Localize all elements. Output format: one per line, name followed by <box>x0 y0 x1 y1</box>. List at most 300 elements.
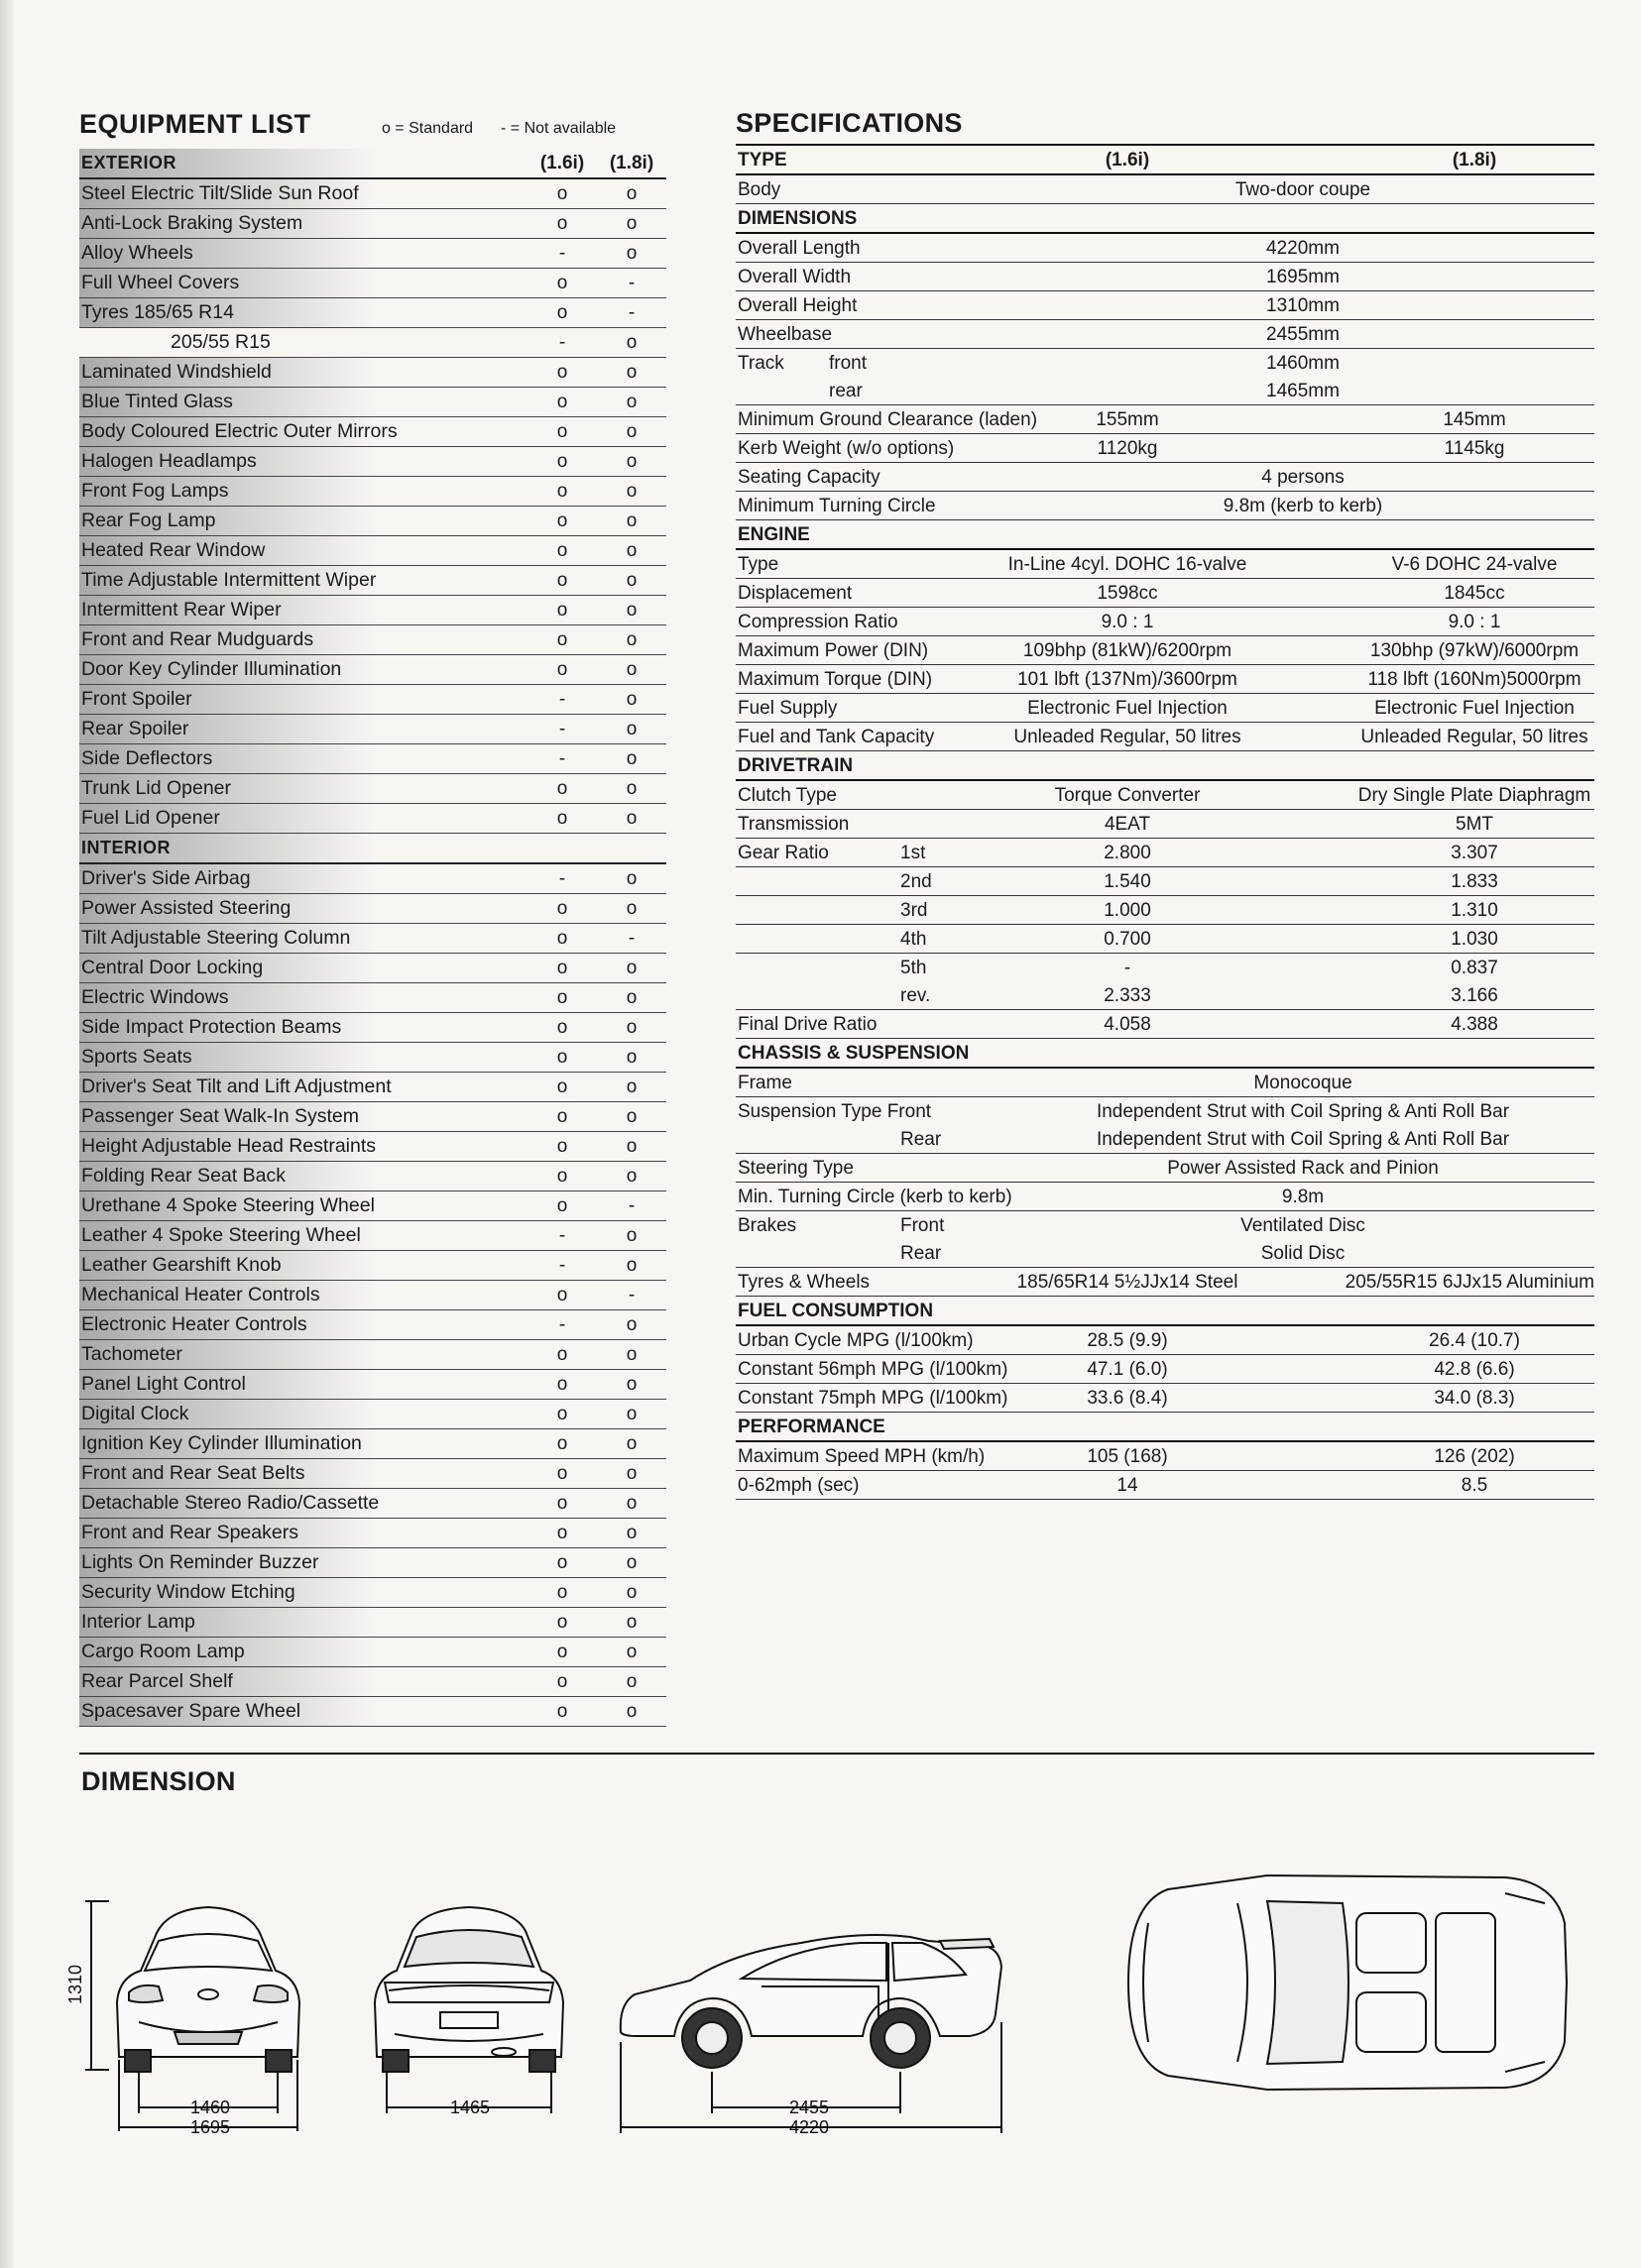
spec-row <box>736 1211 1594 1239</box>
spec-row <box>736 925 1594 954</box>
spec-value-1-6i: - <box>1123 958 1131 978</box>
spec-row <box>736 1471 1594 1500</box>
spec-section-row <box>736 751 1594 781</box>
spec-value-1-6i: 185/65R14 5½JJx14 Steel <box>1016 1272 1238 1293</box>
spec-section-title: CHASSIS & SUSPENSION <box>738 1043 970 1064</box>
equipment-row <box>79 625 666 655</box>
equipment-1-8i-value: o <box>626 450 638 472</box>
equipment-item-label: Body Coloured Electric Outer Mirrors <box>79 417 527 446</box>
equipment-item-label: Front and Rear Speakers <box>79 1519 527 1547</box>
equipment-title: EQUIPMENT LIST <box>79 109 311 139</box>
equipment-row <box>79 685 666 715</box>
spec-section-row <box>736 204 1594 234</box>
equipment-1-8i-value: o <box>626 1641 638 1662</box>
spec-label: 0-62mph (sec) <box>738 1475 860 1496</box>
spec-value-1-6i: 2.333 <box>1104 985 1151 1006</box>
equipment-1-6i-value: - <box>558 747 566 769</box>
equipment-1-6i-value: o <box>556 807 568 829</box>
equipment-1-6i-value: o <box>556 1462 568 1484</box>
equipment-item-label: Halogen Headlamps <box>79 447 527 476</box>
equipment-1-6i-value: o <box>556 510 568 531</box>
equipment-item-label: Tachometer <box>79 1340 527 1369</box>
spec-sublabel: 1st <box>900 843 926 863</box>
spec-section-title: DRIVETRAIN <box>738 755 854 776</box>
equipment-item-label: Front and Rear Mudguards <box>79 625 527 654</box>
spec-sublabel: 2nd <box>900 871 932 892</box>
equipment-item-label: Rear Spoiler <box>79 715 527 743</box>
equipment-1-6i-value: o <box>556 1194 568 1216</box>
equipment-1-8i-value: o <box>626 599 638 621</box>
equipment-1-8i-value: o <box>626 1046 638 1068</box>
equipment-1-8i-value: o <box>626 1165 638 1187</box>
equipment-item-label: Height Adjustable Head Restraints <box>79 1132 527 1161</box>
equipment-1-8i-value: o <box>626 628 638 650</box>
equipment-row <box>79 1429 666 1459</box>
spec-sublabel: rear <box>829 381 863 401</box>
spec-label: Suspension Type Front <box>738 1101 932 1122</box>
equipment-item-label: Front and Rear Seat Belts <box>79 1459 527 1488</box>
equipment-1-8i-value: o <box>626 569 638 591</box>
spec-section-title: ENGINE <box>738 524 810 545</box>
spec-value-1-8i: 34.0 (8.3) <box>1434 1388 1515 1409</box>
equipment-row <box>79 1102 666 1132</box>
equipment-section-label: INTERIOR <box>79 834 527 862</box>
equipment-item-label: 205/55 R15 <box>171 331 271 353</box>
spec-value-1-8i: 205/55R15 6JJx15 Aluminium <box>1345 1272 1594 1293</box>
equipment-row <box>79 1281 666 1310</box>
spec-value-1-6i: 1120kg <box>1097 438 1158 459</box>
spec-value-both: 4220mm <box>1266 238 1340 259</box>
equipment-1-8i-value: o <box>626 1076 638 1097</box>
spec-row <box>736 377 1594 405</box>
equipment-item-label: Interior Lamp <box>79 1608 527 1637</box>
equipment-1-8i-value: o <box>626 361 638 383</box>
equipment-1-8i-value: - <box>628 1284 636 1305</box>
spec-value-1-6i: 101 lbft (137Nm)/3600rpm <box>1017 669 1237 690</box>
equipment-1-6i-value: o <box>556 212 568 234</box>
spec-sublabel: rev. <box>900 985 931 1006</box>
dimension-rear-track-label: 1465 <box>450 2098 491 2117</box>
equipment-1-8i-value: o <box>626 957 638 978</box>
equipment-1-8i-value: o <box>626 658 638 680</box>
car-side-view-drawing <box>613 1883 1089 2181</box>
equipment-item-label: Full Wheel Covers <box>79 269 527 297</box>
spec-value-both: Monocoque <box>1253 1073 1352 1093</box>
spec-label: Constant 75mph MPG (l/100km) <box>738 1388 1008 1409</box>
spec-label: Overall Width <box>738 267 852 287</box>
spec-label: Kerb Weight (w/o options) <box>738 438 955 459</box>
equipment-1-6i-value: o <box>556 658 568 680</box>
spec-value-1-6i: 155mm <box>1096 409 1159 430</box>
equipment-item-label: Blue Tinted Glass <box>79 388 527 416</box>
equipment-1-6i-value: o <box>556 1373 568 1395</box>
equipment-item-label: Lights On Reminder Buzzer <box>79 1548 527 1577</box>
spec-value-both: Independent Strut with Coil Spring & Anti Roll Bar <box>1096 1101 1510 1122</box>
equipment-1-6i-value: o <box>556 301 568 323</box>
equipment-1-6i-value: o <box>556 1165 568 1187</box>
equipment-row <box>79 1132 666 1162</box>
spec-row <box>736 263 1594 291</box>
spec-row <box>736 320 1594 349</box>
spec-label: Gear Ratio <box>738 843 829 863</box>
equipment-1-8i-value: o <box>626 807 638 829</box>
equipment-item-label: Electric Windows <box>79 983 527 1012</box>
spec-value-1-8i: 26.4 (10.7) <box>1429 1330 1520 1351</box>
equipment-row <box>79 715 666 744</box>
equipment-row <box>79 894 666 924</box>
equipment-row <box>79 1667 666 1697</box>
equipment-1-6i-value: o <box>556 1700 568 1722</box>
equipment-row <box>79 1073 666 1102</box>
spec-sublabel: Rear <box>900 1129 942 1150</box>
equipment-item-label: Time Adjustable Intermittent Wiper <box>79 566 527 595</box>
equipment-1-8i-value: o <box>626 1611 638 1633</box>
spec-section-title: DIMENSIONS <box>738 208 858 229</box>
spec-sublabel: 5th <box>900 958 927 978</box>
equipment-row <box>79 477 666 507</box>
equipment-item-label: Digital Clock <box>79 1400 527 1428</box>
equipment-row <box>79 1697 666 1727</box>
spec-label: Maximum Speed MPH (km/h) <box>738 1446 986 1467</box>
equipment-item-label: Ignition Key Cylinder Illumination <box>79 1429 527 1458</box>
equipment-item-label: Panel Light Control <box>79 1370 527 1399</box>
equipment-1-6i-value: o <box>556 777 568 799</box>
spec-type-header-row <box>736 144 1594 175</box>
spec-value-1-8i: 1.833 <box>1451 871 1498 892</box>
spec-section-title: PERFORMANCE <box>738 1417 885 1437</box>
equipment-row <box>79 1251 666 1281</box>
equipment-1-6i-value: o <box>556 182 568 204</box>
spec-row <box>736 723 1594 751</box>
equipment-row <box>79 1608 666 1638</box>
column-header-1-8i: (1.8i) <box>609 152 654 173</box>
equipment-row <box>79 328 666 358</box>
spec-row <box>736 405 1594 434</box>
spec-sublabel: Rear <box>900 1243 942 1264</box>
equipment-item-label: Heated Rear Window <box>79 536 527 565</box>
spec-value-1-6i: 4EAT <box>1104 814 1151 835</box>
equipment-row <box>79 388 666 417</box>
spec-value-1-6i: 9.0 : 1 <box>1101 612 1154 632</box>
equipment-item-label: Leather 4 Spoke Steering Wheel <box>79 1221 527 1250</box>
spec-row <box>736 1097 1594 1125</box>
equipment-item-label: Trunk Lid Opener <box>79 774 527 803</box>
equipment-item-label: Steel Electric Tilt/Slide Sun Roof <box>79 179 527 208</box>
spec-value-both: Independent Strut with Coil Spring & Anti Roll Bar <box>1096 1129 1510 1150</box>
equipment-row <box>79 774 666 804</box>
equipment-item-label: Front Fog Lamps <box>79 477 527 506</box>
equipment-row <box>79 417 666 447</box>
equipment-1-6i-value: o <box>556 450 568 472</box>
spec-row <box>736 1384 1594 1413</box>
spec-row <box>736 636 1594 665</box>
equipment-1-6i-value: - <box>558 688 566 710</box>
equipment-item-label: Power Assisted Steering <box>79 894 527 923</box>
equipment-section-label: EXTERIOR <box>79 149 527 177</box>
spec-value-1-6i: 47.1 (6.0) <box>1087 1359 1168 1380</box>
spec-value-1-8i: 3.166 <box>1451 985 1498 1006</box>
spec-label: Wheelbase <box>738 324 833 345</box>
equipment-item-label: Rear Parcel Shelf <box>79 1667 527 1696</box>
spec-value-both: 9.8m (kerb to kerb) <box>1223 496 1383 516</box>
equipment-row <box>79 1013 666 1043</box>
spec-row <box>736 1239 1594 1268</box>
equipment-1-6i-value: - <box>558 1313 566 1335</box>
equipment-row <box>79 1221 666 1251</box>
spec-row <box>736 665 1594 694</box>
equipment-row <box>79 1638 666 1667</box>
equipment-row <box>79 954 666 983</box>
spec-row <box>736 954 1594 981</box>
spec-value-1-8i: 3.307 <box>1451 843 1498 863</box>
spec-value-1-6i: 14 <box>1116 1475 1138 1496</box>
equipment-row <box>79 1489 666 1519</box>
spec-row <box>736 839 1594 867</box>
spec-value-both: 1310mm <box>1266 295 1340 316</box>
spec-value-1-8i: 0.837 <box>1451 958 1498 978</box>
equipment-1-8i-value: o <box>626 1522 638 1543</box>
equipment-item-label: Fuel Lid Opener <box>79 804 527 833</box>
equipment-1-6i-value: o <box>556 272 568 293</box>
spec-value-both: 2455mm <box>1266 324 1340 345</box>
spec-label: Tyres & Wheels <box>738 1272 871 1293</box>
spec-value-both: 9.8m <box>1281 1187 1325 1207</box>
spec-value-both: 4 persons <box>1261 467 1345 488</box>
spec-sublabel: 4th <box>900 929 927 950</box>
equipment-1-8i-value: o <box>626 1313 638 1335</box>
equipment-1-6i-value: o <box>556 1135 568 1157</box>
equipment-row <box>79 536 666 566</box>
equipment-row <box>79 655 666 685</box>
equipment-list <box>79 109 666 1727</box>
spec-label: Compression Ratio <box>738 612 898 632</box>
equipment-1-6i-value: - <box>558 1254 566 1276</box>
spec-row <box>736 1268 1594 1297</box>
equipment-1-6i-value: o <box>556 1522 568 1543</box>
equipment-item-label: Mechanical Heater Controls <box>79 1281 527 1309</box>
equipment-1-8i-value: o <box>626 212 638 234</box>
spec-row <box>736 867 1594 896</box>
dimension-width-label: 1695 <box>190 2117 231 2137</box>
equipment-item-label: Anti-Lock Braking System <box>79 209 527 238</box>
equipment-row <box>79 1340 666 1370</box>
equipment-1-6i-value: o <box>556 1105 568 1127</box>
spec-section-title: FUEL CONSUMPTION <box>738 1301 934 1321</box>
equipment-1-6i-value: o <box>556 1641 568 1662</box>
spec-label: Track <box>738 353 784 374</box>
equipment-1-6i-value: o <box>556 420 568 442</box>
equipment-row <box>79 298 666 328</box>
spec-label: Frame <box>738 1073 792 1093</box>
equipment-item-label: Leather Gearshift Knob <box>79 1251 527 1280</box>
equipment-1-8i-value: o <box>626 986 638 1008</box>
spec-value-1-8i: 8.5 <box>1461 1475 1488 1496</box>
equipment-item-label: Cargo Room Lamp <box>79 1638 527 1666</box>
equipment-row <box>79 1459 666 1489</box>
equipment-table <box>79 149 666 1727</box>
equipment-row <box>79 358 666 388</box>
spec-label: Overall Height <box>738 295 858 316</box>
equipment-1-6i-value: o <box>556 1581 568 1603</box>
equipment-1-8i-value: o <box>626 1373 638 1395</box>
equipment-1-6i-value: o <box>556 628 568 650</box>
equipment-item-label: Urethane 4 Spoke Steering Wheel <box>79 1191 527 1220</box>
equipment-1-8i-value: - <box>628 272 636 293</box>
equipment-1-6i-value: o <box>556 1076 568 1097</box>
spec-label: Maximum Torque (DIN) <box>738 669 933 690</box>
spec-row <box>736 810 1594 839</box>
spec-row <box>736 492 1594 520</box>
equipment-1-8i-value: o <box>626 1254 638 1276</box>
equipment-1-6i-value: o <box>556 539 568 561</box>
equipment-row <box>79 1548 666 1578</box>
spec-label: Fuel Supply <box>738 698 838 719</box>
spec-value-1-6i: Torque Converter <box>1054 785 1201 806</box>
spec-label: Seating Capacity <box>738 467 880 488</box>
spec-row <box>736 896 1594 925</box>
spec-label: Clutch Type <box>738 785 837 806</box>
specifications-rows <box>736 144 1594 1500</box>
equipment-1-8i-value: - <box>628 927 636 949</box>
equipment-item-label: Driver's Seat Tilt and Lift Adjustment <box>79 1073 527 1101</box>
spec-section-row <box>736 1413 1594 1442</box>
spec-value-1-6i: 109bhp (81kW)/6200rpm <box>1022 640 1232 661</box>
equipment-1-8i-value: o <box>626 1105 638 1127</box>
equipment-1-8i-value: o <box>626 391 638 412</box>
equipment-1-6i-value: o <box>556 1551 568 1573</box>
spec-row <box>736 463 1594 492</box>
equipment-section-row <box>79 149 666 179</box>
spec-row <box>736 234 1594 263</box>
equipment-row <box>79 744 666 774</box>
equipment-item-label: Driver's Side Airbag <box>79 864 527 893</box>
spec-section-row <box>736 1039 1594 1069</box>
spec-value-1-6i: 33.6 (8.4) <box>1087 1388 1168 1409</box>
spec-value-1-8i: 1.030 <box>1451 929 1498 950</box>
equipment-item-label: Laminated Windshield <box>79 358 527 387</box>
equipment-row <box>79 507 666 536</box>
equipment-1-6i-value: - <box>558 331 566 353</box>
equipment-1-6i-value: o <box>556 1670 568 1692</box>
equipment-1-8i-value: o <box>626 718 638 739</box>
legend-not-available: - = Not available <box>501 120 617 137</box>
spec-label: Minimum Turning Circle <box>738 496 936 516</box>
spec-value-1-6i: Electronic Fuel Injection <box>1027 698 1228 719</box>
spec-value-1-6i: 2.800 <box>1104 843 1151 863</box>
spec-label: Minimum Ground Clearance (laden) <box>738 409 1038 430</box>
spec-row <box>736 1326 1594 1355</box>
spec-row <box>736 1125 1594 1154</box>
equipment-1-8i-value: o <box>626 1403 638 1424</box>
equipment-row <box>79 239 666 269</box>
spec-label: Min. Turning Circle (kerb to kerb) <box>738 1187 1012 1207</box>
dimension-front-track-label: 1460 <box>190 2098 231 2117</box>
spec-label: Final Drive Ratio <box>738 1014 878 1035</box>
equipment-row <box>79 983 666 1013</box>
spec-section-row <box>736 1297 1594 1326</box>
equipment-row <box>79 804 666 834</box>
car-front-view-drawing <box>65 1883 337 2181</box>
equipment-1-6i-value: o <box>556 361 568 383</box>
spec-label: Maximum Power (DIN) <box>738 640 929 661</box>
spec-value-1-6i: 28.5 (9.9) <box>1087 1330 1168 1351</box>
equipment-1-6i-value: o <box>556 1016 568 1038</box>
spec-value-both: Solid Disc <box>1260 1243 1346 1264</box>
spec-label: Brakes <box>738 1215 797 1236</box>
equipment-row <box>79 596 666 625</box>
equipment-1-6i-value: o <box>556 1046 568 1068</box>
equipment-1-8i-value: o <box>626 1670 638 1692</box>
equipment-1-6i-value: - <box>558 867 566 889</box>
spec-row <box>736 981 1594 1010</box>
equipment-row <box>79 179 666 209</box>
equipment-row <box>79 209 666 239</box>
spec-value-1-8i: 1145kg <box>1444 438 1505 459</box>
spec-label: Overall Length <box>738 238 861 259</box>
spec-value-1-6i: (1.6i) <box>1105 150 1150 170</box>
equipment-header <box>79 109 666 149</box>
equipment-1-8i-value: o <box>626 1224 638 1246</box>
spec-value-1-8i: 9.0 : 1 <box>1448 612 1501 632</box>
equipment-row <box>79 1043 666 1073</box>
equipment-item-label: Side Impact Protection Beams <box>79 1013 527 1042</box>
spec-value-1-8i: Unleaded Regular, 50 litres <box>1360 727 1588 747</box>
equipment-1-8i-value: o <box>626 867 638 889</box>
spec-row <box>736 608 1594 636</box>
spec-value-1-8i: 1845cc <box>1444 583 1505 604</box>
equipment-item-label: Central Door Locking <box>79 954 527 982</box>
equipment-1-6i-value: o <box>556 1611 568 1633</box>
equipment-item-label: Intermittent Rear Wiper <box>79 596 527 624</box>
spec-value-1-8i: 145mm <box>1443 409 1506 430</box>
equipment-1-6i-value: o <box>556 1492 568 1514</box>
equipment-1-6i-value: - <box>558 242 566 264</box>
equipment-1-8i-value: o <box>626 1432 638 1454</box>
equipment-1-8i-value: o <box>626 1551 638 1573</box>
dimension-height-label: 1310 <box>65 1964 85 2004</box>
equipment-1-6i-value: o <box>556 480 568 502</box>
equipment-row <box>79 269 666 298</box>
spec-sublabel: front <box>829 353 868 374</box>
spec-value-1-6i: 1.540 <box>1104 871 1151 892</box>
spec-row <box>736 291 1594 320</box>
spec-value-1-8i: 1.310 <box>1451 900 1498 921</box>
equipment-1-8i-value: o <box>626 1135 638 1157</box>
equipment-1-8i-value: o <box>626 1700 638 1722</box>
legend-standard: o = Standard <box>382 120 474 137</box>
equipment-1-8i-value: o <box>626 242 638 264</box>
spec-label: Body <box>738 179 781 200</box>
spec-label: Urban Cycle MPG (l/100km) <box>738 1330 974 1351</box>
page-binding-edge <box>0 0 14 2268</box>
equipment-item-label: Tilt Adjustable Steering Column <box>79 924 527 953</box>
equipment-1-8i-value: o <box>626 331 638 353</box>
equipment-row <box>79 566 666 596</box>
spec-row <box>736 550 1594 579</box>
spec-value-1-8i: 118 lbft (160Nm)5000rpm <box>1367 669 1582 690</box>
equipment-item-label: Security Window Etching <box>79 1578 527 1607</box>
equipment-1-8i-value: - <box>628 1194 636 1216</box>
spec-value-1-6i: 1598cc <box>1097 583 1158 604</box>
equipment-1-6i-value: o <box>556 1432 568 1454</box>
equipment-row <box>79 924 666 954</box>
equipment-row <box>79 864 666 894</box>
car-top-view-drawing <box>1109 1864 1575 2101</box>
dimension-length-label: 4220 <box>789 2117 830 2137</box>
spec-row <box>736 175 1594 204</box>
specifications-table <box>736 102 1594 1500</box>
spec-value-both: Power Assisted Rack and Pinion <box>1167 1158 1439 1179</box>
